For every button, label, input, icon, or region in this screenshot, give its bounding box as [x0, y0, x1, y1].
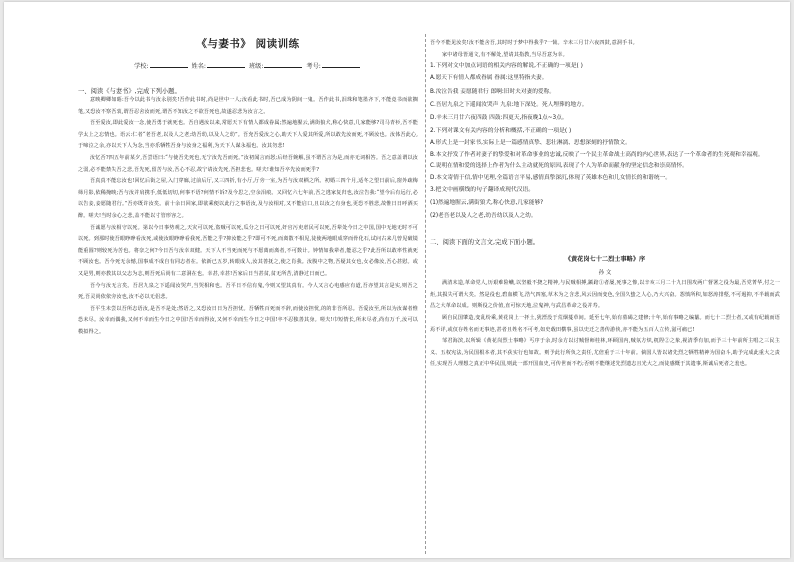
school-blank[interactable] [150, 62, 188, 68]
question-1-option-a: A.愿天下有情人都成眷属 眷属:这里特指夫妻。 [430, 75, 548, 82]
left-column [78, 32, 418, 338]
passage-paragraph: 吾平生未尝以吾所志语汝,是吾不是处;然语之,又恐汝日日为吾担忧。吾牺牲百死而不辞,而使汝担忧,的的非吾所忍。吾爱汝至,所以为汝谋者惟恐未尽。汝幸而偶我,又何不幸而生今日之中国!吾幸而得汝,又何不幸而生今日之中国!卒不忍独善其身。嗟夫!巾短情长,所未尽者,尚有万千,汝可以模拟得之。 [78, 305, 418, 335]
school-label: 学校: [134, 63, 149, 70]
name-label: 姓名: [191, 63, 207, 70]
question-3-item-2: (2)老吾老以及人之老,幼吾幼以及人之幼。 [430, 212, 537, 219]
passage-paragraph: 满清末造,革命党人,历艰难险巇,以坚毅不挠之精神,与民贼相搏,踬踣①者屡,死事之惨,以辛亥三月二十九日围攻两广督署之役为最,吾党菁华,付之一炬,其损失可谓大矣。然是役也,碧血横飞,浩气四塞,草木为之含悲,风云因而变色,全国久蛰之人心,乃大兴奋。怨愤所积,如怒涛排壑,不可遏抑,不半载而武昌之大革命以成。则斯役之价值,直可惊天地,泣鬼神,与武昌革命之役并寿。 [430, 280, 780, 310]
question-1-option-d: D.辛未三月廿六夜四鼓 四鼓:四更天,指夜晚1点~3点。 [430, 115, 568, 122]
question-2-option-a: A.形式上是一封家书,实际上是一篇感情真挚、悲壮淋漓、思想深刻的抒情散文。 [430, 139, 631, 146]
question-3: 3.把文中画横线的句子翻译成现代汉语。 [430, 187, 535, 194]
passage-paragraph: 吾诚愿与汝相守以死。第以今日事势观之,天灾可以死,盗贼可以死,瓜分之日可以死,奸官污吏虐民可以死,吾辈处今日之中国,国中无地无时不可以死。到那时使吾眼睁睁看汝死,或使汝眼睁睁看我死,吾能之乎?抑汝能之乎?即可不死,而离散不相见,徒使两地眼成穿而骨化石,试问古来几曾见破镜能重圆?则较死为苦也。将奈之何?今日吾与汝幸双健。天下人不当死而死与不愿离而离者,不可数计。钟情如我辈者,能忍之乎?此吾所以敢率性就死不顾汝也。吾今死无余憾,国事成不成自有同志者在。依新已五岁,转眼成人,汝其善抚之,使之肖我。汝腹中之物,吾疑其女也,女必像汝,吾心甚慰。或又是男,则亦教其以父志为志,则吾死后尚有二意洞在也。幸甚,幸甚!吾家后日当甚贫,贫无所苦,清静过日而已。 [78, 224, 418, 277]
class-label: 班级: [248, 63, 264, 70]
document-page [4, 2, 790, 558]
exam-no-blank[interactable] [322, 62, 360, 68]
passage-paragraph: 顾自民国肇造,变乱纷乘,黄花岗上一抔土,犹湮没于荒烟蔓草间。延至七年,始有墓碣之建修;十年,始有事略之编纂。而七十二烈士者,又或有纪载而语焉不详,或仅存姓名而无事迹,甚者且姓名不可考,如史载田横事,虽以史迁之善传游侠,亦不能为五百人立传,滋可痛已! [430, 314, 780, 333]
spacer [430, 223, 780, 229]
passage-paragraph: 邹君海滨,以所辑《黄花岗烈士事略》丐序于余,时余方以讨贼督师桂林,环顾国内,贼氛方炽,杌陧②之象,视清季有加,而予三十年前所主唱之三民主义、五权宪法,为民国根本者,其不获实行也如故。则予此行所负之责任,尤倍重于三十年前。倘国人皆以诸先烈之牺牲精神为国奋斗,助予完成此重大之责任,实现吾人理想之真正中华民国,则此一部开国血史,可传世而不朽;否则不能继述先烈遗志且光大之,而徒感慨于其遗事,斯诚后死者之羞也。 [430, 338, 780, 368]
passage-continuation-2: 家中诸母皆通文,有不解处,望请其指教,当尽吾意为幸。 [442, 51, 568, 58]
exam-no-label: 考号: [306, 63, 321, 70]
class-blank[interactable] [264, 62, 302, 68]
section-1-heading: 一、阅读《与妻书》,完成下列小题。 [78, 88, 181, 95]
passage-continuation: 吾今不能见汝矣!汝不能舍吾,其时时于梦中得我乎?一恸。辛未三月廿六夜四鼓,意洞手书。 [430, 40, 638, 46]
question-2-option-d: D.本文寄情于信,情中见理,全篇语言平易,感情真挚深沉,体现了英雄本色和儿女情长的和谐统一。 [430, 175, 671, 182]
document-title: 《与妻书》 阅读训练 [196, 38, 300, 50]
section-2-heading: 二、阅读下面的文言文,完成下面小题。 [430, 239, 540, 247]
name-blank[interactable] [207, 62, 245, 68]
question-1-option-c: C.吾居九泉之下遥闻汝哭声 九泉:地下深处。死人埋葬的地方。 [430, 101, 588, 108]
question-3-item-1: (1)然遍地腥云,满街狼犬,称心快意,几家能够? [430, 199, 544, 206]
column-divider [425, 34, 426, 554]
right-column [430, 38, 780, 371]
passage-paragraph: 意映卿卿如晤:吾今以此书与汝永别矣!吾作此书时,尚是世中一人;汝看此书时,吾已成为阴间一鬼。吾作此书,泪珠和笔墨齐下,不能竟书而欲搁笔,又恐汝不察吾衷,谓吾忍舍汝而死,谓吾不知汝之不欲吾死也,故遂忍悲为汝言之。 [78, 97, 418, 115]
question-1-option-b: B.汝泣告我 妾愿随君行 郎啊:旧时夫对妻的爱称。 [430, 88, 555, 95]
passage-paragraph: 吾今与汝无言矣。吾居九泉之下遥闻汝哭声,当哭相和也。吾平日不信有鬼,今则又望其真有。今人又言心电感应有道,吾亦望其言是实,则吾之死,吾灵尚依依旁汝也,汝不必以无侣悲。 [78, 282, 418, 301]
question-2: 2.下列对课文有关内容的分析和概括,不正确的一项是( ) [430, 127, 572, 134]
question-2-option-b: B.本文抒发了作者对妻子的挚爱和对革命事业的忠诚,反映了一个民主革命战士高尚的内心世界,表达了一个革命者的生死观和幸福观。 [430, 152, 764, 159]
student-info-line [78, 61, 418, 70]
passage-title: 《黄花岗七十二烈士事略》序 [564, 256, 646, 264]
passage-author: 孙 文 [598, 270, 612, 277]
passage-paragraph: 汝忆否?四五年前某夕,吾尝语曰:“与使吾先死也,无宁汝先吾而死。”汝初闻言而怒;后经吾婉解,虽不谓吾言为是,而亦无词相答。吾之意盖谓以汝之弱,必不能禁失吾之悲,吾先死,留苦与汝,吾心不忍,故宁请汝先死,吾担悲也。嗟夫!谁知吾卒先汝而死乎? [78, 154, 418, 173]
passage-paragraph: 吾至爱汝,即此爱汝一念,使吾勇于就死也。吾自遇汝以来,常愿天下有情人都成眷属;然遍地腥云,满街狼犬,称心快意,几家能够?司马青衫,吾不能学太上之忘情也。语云:仁者“老吾老,以及人之老;幼吾幼,以及人之幼”。吾充吾爱汝之心,助天下人爱其所爱,所以敢先汝而死,不顾汝也。汝体吾此心,于啼泣之余,亦以天下人为念,当亦乐牺牲吾身与汝身之福利,为天下人谋永福也。汝其勿悲! [78, 120, 418, 150]
question-1: 1.下列对文中加点词语的相关内容的解说,不正确的一项是( ) [430, 63, 583, 70]
question-2-option-c: C.说明在情和爱的选择上作者为什么主动就死的原因,表现了个人为革命而献身的坚定信念和崇高情怀。 [430, 163, 688, 170]
passage-paragraph: 吾真真不能忘汝也!回忆后街之屋,入门穿廊,过前后厅,又三四折,有小厅,厅旁一室,为吾与汝双栖之所。初婚三四个月,适冬之望日前后,窗外疏梅筛月影,依稀掩映;吾与汝并肩携手,低低切切,何事不语?何情不诉?及今思之,空余泪痕。又回忆六七年前,吾之逃家复归也,汝泣告我:“望今后有远行,必以告妾,妾愿随君行。”吾亦既许汝矣。前十余日回家,即欲乘便以此行之事语汝,及与汝相对,又不能启口,且以汝之有身也,更恐不胜悲,故惟日日呼酒买醉。嗟夫!当时余心之悲,盖不能以寸管形容之。 [78, 178, 418, 219]
